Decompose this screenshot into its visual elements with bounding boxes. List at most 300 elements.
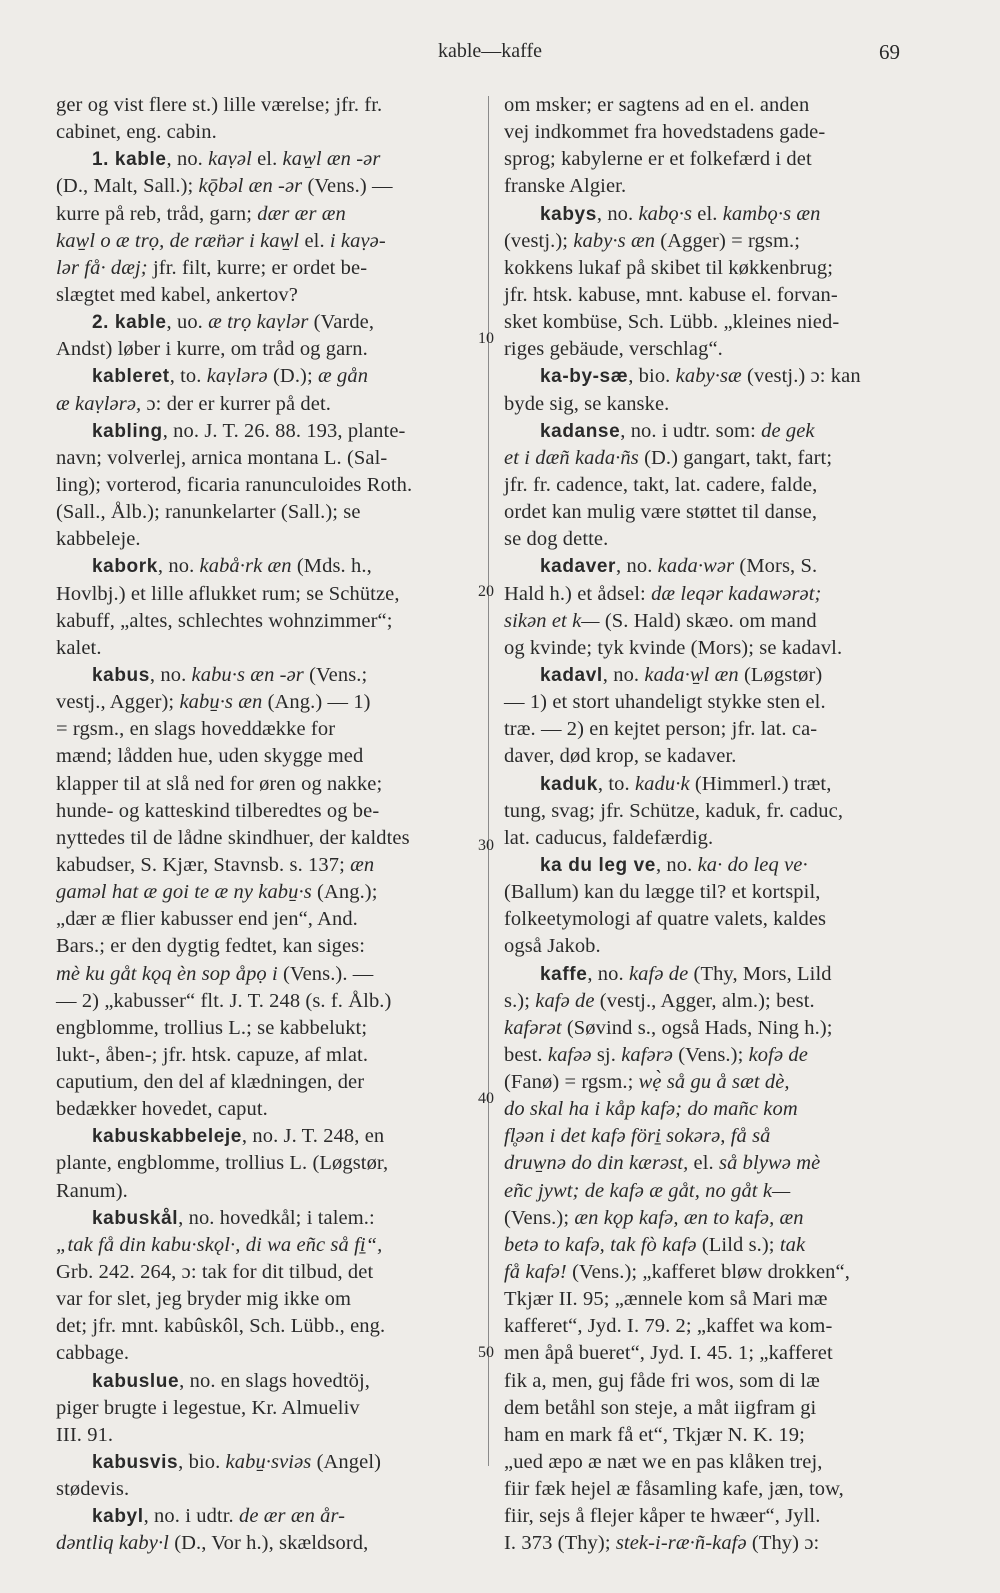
column-divider (488, 96, 489, 1466)
text-run: bedækker hovedet, caput. (56, 1098, 268, 1121)
text-run: , no. (655, 853, 698, 876)
text-run: kabuff, „altes, schlechtes wohnzimmer“; (56, 609, 393, 632)
dialect-form: dəntliq kaby·l (56, 1532, 169, 1555)
text-line (56, 418, 478, 445)
text-line (504, 608, 924, 635)
text-run: (Vens.); (673, 1043, 749, 1066)
text-line (56, 608, 478, 635)
dialect-form: æ gån (318, 365, 369, 388)
headword: kabuslue (92, 1370, 180, 1392)
text-run: — 2) „kabusser“ flt. J. T. 248 (s. f. Ålb.) (56, 989, 392, 1012)
text-run: (Søvind s., også Hads, Ning h.); (561, 1016, 833, 1039)
text-line (56, 1150, 478, 1177)
dialect-form: kaby·sæ (675, 365, 742, 388)
headword: kableret (92, 366, 170, 388)
text-line (504, 825, 924, 852)
text-run: hunde- og katteskind tilberedtes og be- (56, 799, 380, 822)
text-run: — 1) et stort uhandeligt stykke sten el. (504, 691, 826, 714)
text-run: ɔ: der er kurrer på det. (141, 392, 331, 415)
text-line (56, 228, 478, 255)
text-run: (Ballum) kan du lægge til? et kortspil, (504, 881, 821, 904)
dialect-form: kada·wər (657, 555, 735, 578)
dialect-form: æ trọ kaṿlər (208, 311, 309, 334)
text-line (504, 743, 924, 770)
text-run: Bars.; er den dygtig fedtet, kan siges: (56, 935, 366, 958)
dialect-form: æ kaṿlərə, (56, 392, 142, 415)
text-line (504, 1069, 924, 1096)
headword: kabuskål (92, 1207, 179, 1229)
dialect-form: kofə de (748, 1043, 808, 1066)
text-run: ling); vorterod, ficaria ranunculoides Roth. (56, 473, 413, 496)
text-run: (Mors, S. (734, 555, 818, 578)
text-run: (S. Hald) skæo. om mand (599, 609, 817, 632)
headword: kadaver (540, 556, 617, 578)
text-line (56, 798, 478, 825)
headword: ka du leg ve (540, 854, 656, 876)
headword: kabling (92, 420, 163, 442)
text-line (504, 1449, 924, 1476)
left-column (56, 92, 478, 1558)
dialect-form: kafərə (621, 1043, 674, 1066)
text-run: , to. (597, 772, 635, 795)
text-run: , bio. (628, 365, 676, 388)
text-run: klapper til at slå ned for øren og nakke; (56, 772, 383, 795)
text-line (504, 255, 924, 282)
text-run: (vestj.) ɔ: kan (741, 365, 861, 388)
text-run: , no. (587, 962, 629, 985)
text-run: mænd; lådden hue, uden skygge med (56, 745, 364, 768)
text-run: kokkens lukaf på skibet til køkkenbrug; (504, 256, 833, 279)
text-line (504, 1232, 924, 1259)
text-line (504, 553, 924, 580)
text-line (56, 92, 478, 119)
text-run: , no. (616, 555, 658, 578)
text-run: franske Algier. (504, 175, 627, 198)
headword: kaffe (540, 963, 588, 985)
dialect-form: do skal ha i kåp kafə; do mañc kom (504, 1098, 798, 1121)
text-line (56, 1286, 478, 1313)
text-run: ordet kan mulig være støttet til danse, (504, 501, 818, 524)
text-run: fik a, men, guj fåde fri wos, som di læ (504, 1369, 820, 1392)
text-line (504, 581, 924, 608)
text-line (504, 1259, 924, 1286)
dialect-form: ka· do leq ve· (697, 853, 808, 876)
text-run: træ. — 2) en kejtet person; jfr. lat. ca- (504, 718, 818, 741)
text-run: Tkjær II. 95; „ænnele kom så Mari mæ (504, 1288, 828, 1311)
text-run: el. (688, 1152, 719, 1175)
text-run: (Ang.) — 1) (262, 691, 371, 714)
dialect-form: kabu̱·s æn (179, 691, 263, 714)
text-line (504, 391, 924, 418)
text-line (504, 1313, 924, 1340)
text-run: engblomme, trollius L.; se kabbelukt; (56, 1016, 368, 1039)
text-line (56, 852, 478, 879)
text-run: (Vens.; (303, 663, 368, 686)
text-run: Ranum). (56, 1179, 128, 1202)
text-line (56, 363, 478, 390)
dialect-form: eñc jywt; de kafə æ gåt, no gåt k— (504, 1179, 791, 1202)
text-line (56, 906, 478, 933)
dialect-form: kaw̱l æn -ər (282, 148, 381, 171)
text-run: fiir fæk hejel æ fåsamling kafe, jæn, tow, (504, 1478, 844, 1501)
line-number: 50 (478, 1344, 494, 1361)
dialect-form: dær ær æn (257, 202, 346, 225)
text-run: I. 373 (Thy); (504, 1532, 616, 1555)
text-line (504, 228, 924, 255)
dialect-form: kaṿlərə (206, 365, 268, 388)
dialect-form: wẹ̀ så gu å sæt dè, (638, 1071, 790, 1094)
line-number: 30 (478, 837, 494, 854)
text-run: (Thy, Mors, Lild (688, 962, 832, 985)
text-run: cabinet, eng. cabin. (56, 121, 217, 144)
text-run: Hald h.) et ådsel: (504, 582, 652, 605)
page-number: 69 (879, 40, 900, 64)
headword: kabyl (92, 1506, 144, 1528)
text-run: (D.) gangart, takt, fart; (638, 446, 833, 469)
dialect-form: kadu·k (634, 772, 690, 795)
text-run: ham en mark få et“, Tkjær N. K. 19; (504, 1423, 805, 1446)
dialect-form: kabu̱·sviəs (225, 1451, 312, 1474)
text-line (56, 1503, 478, 1530)
text-run: byde sig, se kanske. (504, 392, 670, 415)
text-run: , no. hovedkål; i talem.: (178, 1206, 375, 1229)
dialect-form: æn kǫp kafə, æn to kafə, æn (574, 1206, 804, 1229)
dialect-form: kaw̱l o æ trọ, de ræn̈ər i kaw̱l (56, 229, 300, 252)
text-line (504, 499, 924, 526)
text-run: (D., Malt, Sall.); (56, 175, 199, 198)
text-line (56, 1069, 478, 1096)
text-run: (D., Vor h.), skældsord, (168, 1532, 369, 1555)
text-line (56, 716, 478, 743)
text-run: vej indkommet fra hovedstadens gade- (504, 121, 826, 144)
text-run: (Mds. h., (291, 555, 372, 578)
text-line (504, 1178, 924, 1205)
text-run: (Sall., Ålb.); ranunkelarter (Sall.); se (56, 501, 361, 524)
text-line (56, 635, 478, 662)
text-line (504, 852, 924, 879)
dialect-form: kǭbəl æn -ər (198, 175, 303, 198)
text-run: lukt-, åben-; jfr. htsk. capuze, af mlat. (56, 1043, 369, 1066)
text-run: folkeetymologi af quatre valets, kaldes (504, 908, 827, 931)
headword: kabys (540, 203, 597, 225)
text-line (56, 1368, 478, 1395)
text-line (56, 282, 478, 309)
text-line (504, 1123, 924, 1150)
dialect-form: et i dæñ kada·ñs (504, 446, 639, 469)
text-line (504, 146, 924, 173)
text-line (504, 418, 924, 445)
text-line (504, 635, 924, 662)
text-line (56, 499, 478, 526)
text-line (56, 961, 478, 988)
text-run: (D.); (267, 365, 318, 388)
text-run: også Jakob. (504, 935, 601, 958)
page-header (0, 40, 1000, 68)
text-line (504, 1530, 924, 1557)
text-line (56, 1042, 478, 1069)
text-line (56, 825, 478, 852)
text-run: og kvinde; tyk kvinde (Mors); se kadavl. (504, 636, 843, 659)
text-line (56, 336, 478, 363)
headword: kabuskabbeleje (92, 1126, 242, 1148)
text-line (504, 988, 924, 1015)
text-run: (Varde, (308, 311, 375, 334)
text-line (504, 1368, 924, 1395)
headword: kabork (92, 556, 158, 578)
text-run: , no. (166, 148, 209, 171)
text-line (504, 1395, 924, 1422)
text-run: (Løgstør) (738, 663, 823, 686)
dialect-form: i kaṿə- (329, 229, 386, 252)
text-run: nyttedes til de lådne skindhuer, der kaldtes (56, 826, 410, 849)
text-line (504, 336, 924, 363)
text-run: fiir, sejs å flejer kåper te hwæer“, Jyll. (504, 1505, 821, 1528)
text-run: (Vens.). — (277, 962, 374, 985)
text-line (56, 1449, 478, 1476)
text-run: (vestj.); (504, 229, 574, 252)
text-line (56, 689, 478, 716)
text-run: Andst) løber i kurre, om tråd og garn. (56, 338, 368, 361)
text-run: el. (251, 148, 283, 171)
text-run: kabbeleje. (56, 528, 141, 551)
text-run: , bio. (178, 1451, 226, 1474)
text-line (504, 472, 924, 499)
dialect-form: kabu·s æn -ər (191, 663, 304, 686)
text-run: „ued æpo æ næt we en pas klåken trej, (504, 1451, 823, 1474)
text-line (56, 1340, 478, 1367)
text-line (504, 1042, 924, 1069)
text-line (56, 445, 478, 472)
text-run: jfr. htsk. kabuse, mnt. kabuse el. forvan- (504, 283, 838, 306)
headword: kabusvis (92, 1452, 179, 1474)
dialect-form: fl̥əən i det kafə föri̱ sokərə, få så (504, 1125, 771, 1148)
text-line (504, 1205, 924, 1232)
text-run: Hovlbj.) et lille aflukket rum; se Schütze, (56, 582, 400, 605)
line-number: 20 (478, 583, 494, 600)
dialect-form: kabǫ·s (638, 202, 693, 225)
headword: kadanse (540, 420, 621, 442)
text-run: ger og vist flere st.) lille værelse; jfr. fr. (56, 94, 383, 116)
dialect-form: druw̱nə do din kærəst, (504, 1152, 689, 1175)
text-line (504, 716, 924, 743)
dialect-form: så blywə mè (719, 1152, 821, 1175)
text-run: tung, svag; jfr. Schütze, kaduk, fr. caduc, (504, 799, 844, 822)
text-line (56, 771, 478, 798)
text-line (56, 1123, 478, 1150)
text-line (504, 662, 924, 689)
text-run: (vestj., Agger, alm.); best. (594, 989, 815, 1012)
text-line (56, 526, 478, 553)
text-line (56, 1205, 478, 1232)
text-line (56, 173, 478, 200)
text-line (56, 1259, 478, 1286)
text-line (56, 553, 478, 580)
text-line (504, 1340, 924, 1367)
text-line (504, 1015, 924, 1042)
text-line (504, 961, 924, 988)
text-run: , no. en slags hovedtöj, (179, 1369, 371, 1392)
text-run: , no. (602, 663, 645, 686)
text-line (504, 526, 924, 553)
text-run: (Vens.); „kafferet bløw drokken“, (566, 1261, 850, 1284)
text-line (504, 119, 924, 146)
dialect-form: æn (350, 853, 375, 876)
text-line (56, 255, 478, 282)
text-line (56, 391, 478, 418)
text-line (56, 201, 478, 228)
text-line (504, 1503, 924, 1530)
text-run: daver, død krop, se kadaver. (504, 745, 737, 768)
text-run: navn; volverlej, arnica montana L. (Sal- (56, 446, 388, 469)
text-run: men åpå bueret“, Jyd. I. 45. 1; „kafferet (504, 1342, 833, 1365)
text-line (56, 472, 478, 499)
dialect-form: kaby·s æn (573, 229, 656, 252)
text-run: (Vens.) — (302, 175, 393, 198)
text-run: el. (692, 202, 723, 225)
text-line (56, 988, 478, 1015)
text-line (504, 879, 924, 906)
text-run: (Fanø) = rgsm.; (504, 1071, 639, 1094)
text-run: III. 91. (56, 1423, 114, 1446)
text-run: , no. (149, 663, 192, 686)
text-run: kabudser, S. Kjær, Stavnsb. s. 137; (56, 853, 351, 876)
text-line (56, 1232, 478, 1259)
text-run: , no. J. T. 26. 88. 193, plante- (162, 419, 406, 442)
text-line (504, 1150, 924, 1177)
text-line (504, 906, 924, 933)
headword: ka-by-sæ (540, 366, 629, 388)
text-run: var for slet, jeg bryder mig ikke om (56, 1288, 352, 1311)
text-line (56, 933, 478, 960)
text-line (504, 689, 924, 716)
text-line (504, 1286, 924, 1313)
line-number: 10 (478, 330, 494, 347)
text-line (56, 1313, 478, 1340)
text-run: jfr. filt, kurre; er ordet be- (147, 256, 368, 279)
text-run: sj. (591, 1043, 622, 1066)
text-line (56, 146, 478, 173)
line-number: 40 (478, 1090, 494, 1107)
text-run: , no. i udtr. (143, 1505, 239, 1528)
text-run: riges gebäude, verschlag“. (504, 338, 723, 361)
text-run: se dog dette. (504, 528, 609, 551)
text-run: Grb. 242. 264, ɔ: tak for dit tilbud, det (56, 1261, 374, 1284)
text-line (56, 662, 478, 689)
text-line (504, 445, 924, 472)
text-run: kafferet“, Jyd. I. 79. 2; „kaffet wa kom- (504, 1315, 833, 1338)
text-line (56, 1178, 478, 1205)
headword: 2. kable (92, 312, 167, 334)
dialect-form: gaməl hat æ goi te æ ny kabu̱·s (56, 881, 312, 904)
text-run: plante, engblomme, trollius L. (Løgstør, (56, 1152, 389, 1175)
text-run: caputium, den del af klædningen, der (56, 1071, 365, 1094)
text-line (56, 1422, 478, 1449)
text-run: sket kombüse, Sch. Lübb. „kleines nied- (504, 311, 840, 334)
text-run: dem betåhl son steje, a måt iigfram gi (504, 1396, 817, 1419)
dialect-form: kafəə (547, 1043, 592, 1066)
text-run: , no. i udtr. som: (620, 419, 762, 442)
text-line (504, 798, 924, 825)
text-run: kalet. (56, 636, 102, 659)
text-run: (Himmerl.) træt, (689, 772, 832, 795)
text-line (504, 1422, 924, 1449)
text-run: „dær æ flier kabusser end jen“, And. (56, 908, 358, 931)
text-run: piger brugte i legestue, Kr. Almueliv (56, 1396, 360, 1419)
dialect-form: stek-i-ræ·ñ-kafə (615, 1532, 747, 1555)
text-line (56, 1096, 478, 1123)
text-line (504, 1096, 924, 1123)
text-line (56, 743, 478, 770)
headword: kadavl (540, 664, 603, 686)
text-line (56, 119, 478, 146)
dialect-form: mè ku gåt kǫq èn sop åpọ i (56, 962, 278, 985)
text-run: (Lild s.); (696, 1233, 780, 1256)
dialect-form: dæ leqər kadawərət; (651, 582, 822, 605)
text-line (504, 92, 924, 119)
dialect-form: få kafə! (504, 1261, 567, 1284)
dialect-form: kafərət (504, 1016, 562, 1039)
text-run: , no. (596, 202, 639, 225)
dialect-form: kambǫ·s æn (722, 202, 821, 225)
dialect-form: de ær æn år- (238, 1505, 346, 1528)
dialect-form: kaṿəl (208, 148, 252, 171)
headword: kaduk (540, 773, 598, 795)
text-run: vestj., Agger); (56, 691, 180, 714)
text-run: lat. caducus, faldefærdig. (504, 826, 714, 849)
text-line (504, 173, 924, 200)
text-line (56, 1476, 478, 1503)
text-run: kurre på reb, tråd, garn; (56, 202, 258, 225)
text-line (504, 282, 924, 309)
text-line (56, 1395, 478, 1422)
dialect-form: kafə de (535, 989, 595, 1012)
text-run: stødevis. (56, 1478, 130, 1501)
text-line (56, 1530, 478, 1557)
text-line (56, 581, 478, 608)
text-line (56, 879, 478, 906)
dialect-form: „tak få din kabu·skǫl·, di wa eñc så fi̱“, (56, 1233, 383, 1256)
text-run: slægtet med kabel, ankertov? (56, 283, 298, 306)
text-line (504, 933, 924, 960)
text-line (504, 771, 924, 798)
text-run: s.); (504, 989, 536, 1012)
dialect-form: kabå·rk æn (199, 555, 292, 578)
text-run: sprog; kabylerne er et folkefærd i det (504, 148, 812, 171)
text-run: jfr. fr. cadence, takt, lat. cadere, falde, (504, 473, 818, 496)
text-line (504, 309, 924, 336)
text-line (504, 363, 924, 390)
headword: kabus (92, 664, 150, 686)
text-run: el. (299, 229, 330, 252)
text-line (56, 1015, 478, 1042)
text-run: cabbage. (56, 1342, 130, 1365)
text-run: best. (504, 1043, 548, 1066)
dialect-form: lər få· dæj; (56, 256, 148, 279)
dialect-form: tak (779, 1233, 806, 1256)
text-run: , uo. (166, 311, 209, 334)
text-line (504, 1476, 924, 1503)
text-run: , to. (169, 365, 207, 388)
dialect-form: de gek (761, 419, 815, 442)
right-column (504, 92, 924, 1558)
dialect-form: sikən et k— (504, 609, 600, 632)
text-run: (Ang.); (311, 881, 378, 904)
dialect-form: kada·w̱l æn (644, 663, 739, 686)
text-run: = rgsm., en slags hoveddække for (56, 718, 336, 741)
text-run: om msker; er sagtens ad en el. anden (504, 94, 810, 116)
text-run: , no. (157, 555, 200, 578)
text-run: (Angel) (311, 1451, 382, 1474)
